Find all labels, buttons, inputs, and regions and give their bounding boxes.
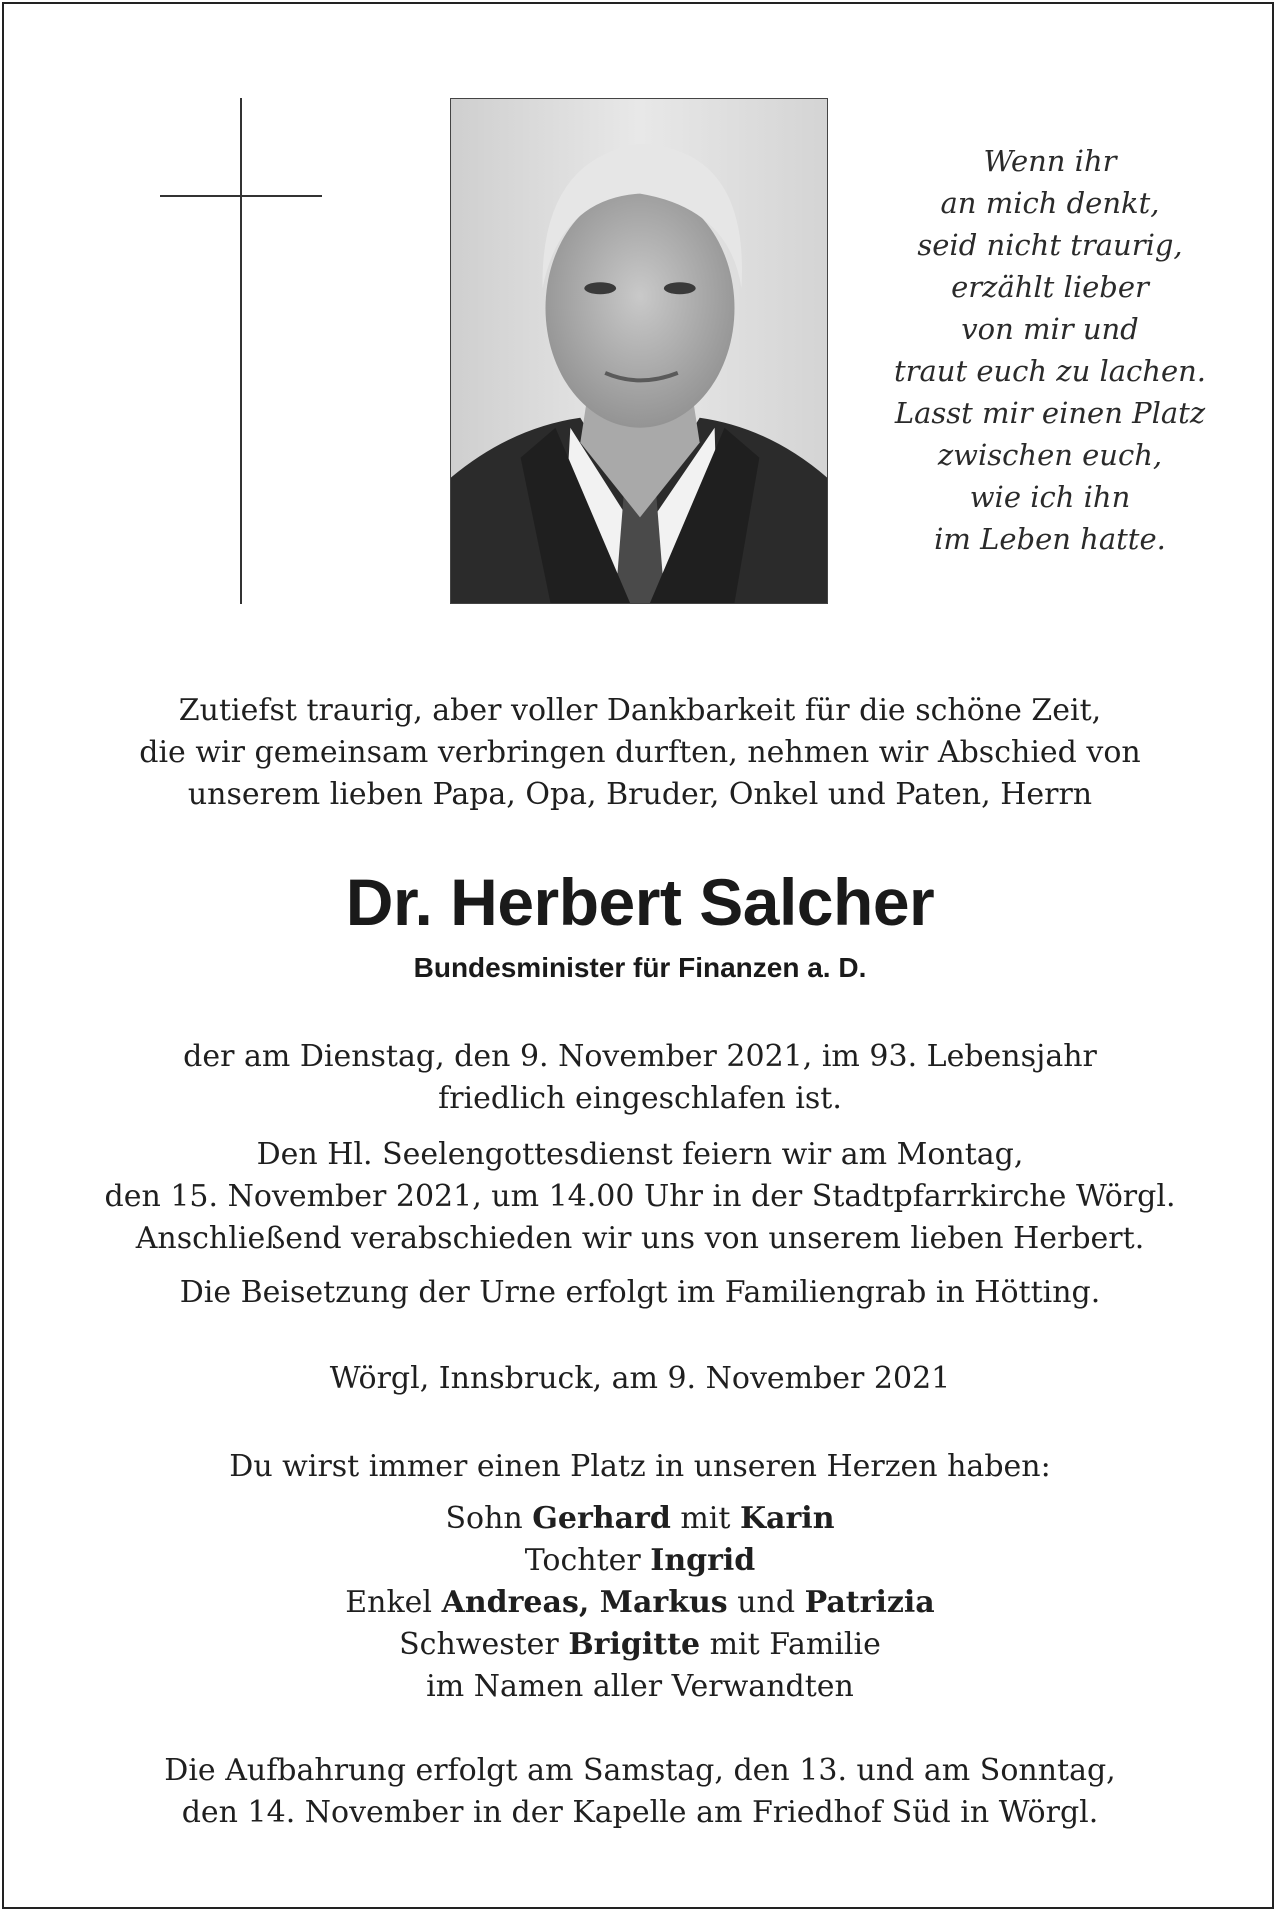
mourner-relation: Sohn: [445, 1501, 533, 1536]
mourner-relation: Enkel: [345, 1585, 442, 1620]
viewing-line: Die Aufbahrung erfolgt am Samstag, den 13. und am Sonntag,: [164, 1753, 1116, 1788]
poem-line: erzählt lieber: [951, 270, 1149, 304]
mourners-heading-line: Du wirst immer einen Platz in unseren Herzen haben:: [229, 1449, 1051, 1484]
mourner-line: [60, 1624, 1220, 1666]
intro-line: die wir gemeinsam verbringen durften, nehmen wir Abschied von: [139, 735, 1141, 770]
poem-line: seid nicht traurig,: [917, 228, 1183, 262]
portrait-photo: [450, 98, 828, 604]
deceased-title: Bundesminister für Finanzen a. D.: [413, 952, 867, 983]
poem-line: an mich denkt,: [940, 186, 1160, 220]
mourner-connector: mit: [670, 1501, 740, 1536]
poem-line: zwischen euch,: [937, 438, 1163, 472]
mourner-name: Patrizia: [804, 1585, 935, 1620]
poem: [860, 140, 1240, 560]
poem-line: wie ich ihn: [969, 480, 1131, 514]
mourner-name: Ingrid: [650, 1543, 756, 1578]
burial-line: Die Beisetzung der Urne erfolgt im Familiengrab in Hötting.: [179, 1275, 1101, 1310]
place-date-line: Wörgl, Innsbruck, am 9. November 2021: [329, 1361, 951, 1396]
service-line: Anschließend verabschieden wir uns von unserem lieben Herbert.: [135, 1221, 1145, 1256]
intro-line: Zutiefst traurig, aber voller Dankbarkeit für die schöne Zeit,: [178, 693, 1102, 728]
place-date: [60, 1358, 1220, 1400]
death-paragraph: [60, 1036, 1220, 1120]
mourner-name: Brigitte: [568, 1627, 701, 1662]
service-paragraph: [60, 1134, 1220, 1260]
mourner-connector: mit Familie: [700, 1627, 881, 1662]
mourner-connector: und: [727, 1585, 805, 1620]
burial-paragraph: [60, 1272, 1220, 1314]
mourner-name: Gerhard: [532, 1501, 671, 1536]
poem-line: Wenn ihr: [983, 144, 1117, 178]
mourner-line: [60, 1498, 1220, 1540]
intro-paragraph: [60, 690, 1220, 816]
mourner-line: [60, 1582, 1220, 1624]
mourner-relation: Schwester: [399, 1627, 569, 1662]
poem-line: im Leben hatte.: [934, 522, 1166, 556]
intro-line: unserem lieben Papa, Opa, Bruder, Onkel und Paten, Herrn: [187, 777, 1093, 812]
mourner-relation: Tochter: [524, 1543, 651, 1578]
service-line: Den Hl. Seelengottesdienst feiern wir am Montag,: [256, 1137, 1024, 1172]
mourner-line: im Namen aller Verwandten: [426, 1669, 854, 1704]
poem-line: traut euch zu lachen.: [893, 354, 1207, 388]
mourner-line: [60, 1540, 1220, 1582]
viewing-line: den 14. November in der Kapelle am Friedhof Süd in Wörgl.: [181, 1795, 1099, 1830]
mourner-name: Andreas, Markus: [441, 1585, 728, 1620]
poem-line: Lasst mir einen Platz: [894, 396, 1206, 430]
death-line: friedlich eingeschlafen ist.: [438, 1081, 842, 1116]
service-line: den 15. November 2021, um 14.00 Uhr in der Stadtpfarrkirche Wörgl.: [104, 1179, 1176, 1214]
death-line: der am Dienstag, den 9. November 2021, im 93. Lebensjahr: [183, 1039, 1097, 1074]
cross-icon: [160, 98, 322, 604]
mourners-heading: [60, 1446, 1220, 1488]
poem-line: von mir und: [961, 312, 1139, 346]
viewing-paragraph: [60, 1750, 1220, 1834]
mourner-name: Karin: [739, 1501, 835, 1536]
mourners-list: [60, 1498, 1220, 1708]
deceased-name: Dr. Herbert Salcher: [345, 865, 935, 939]
